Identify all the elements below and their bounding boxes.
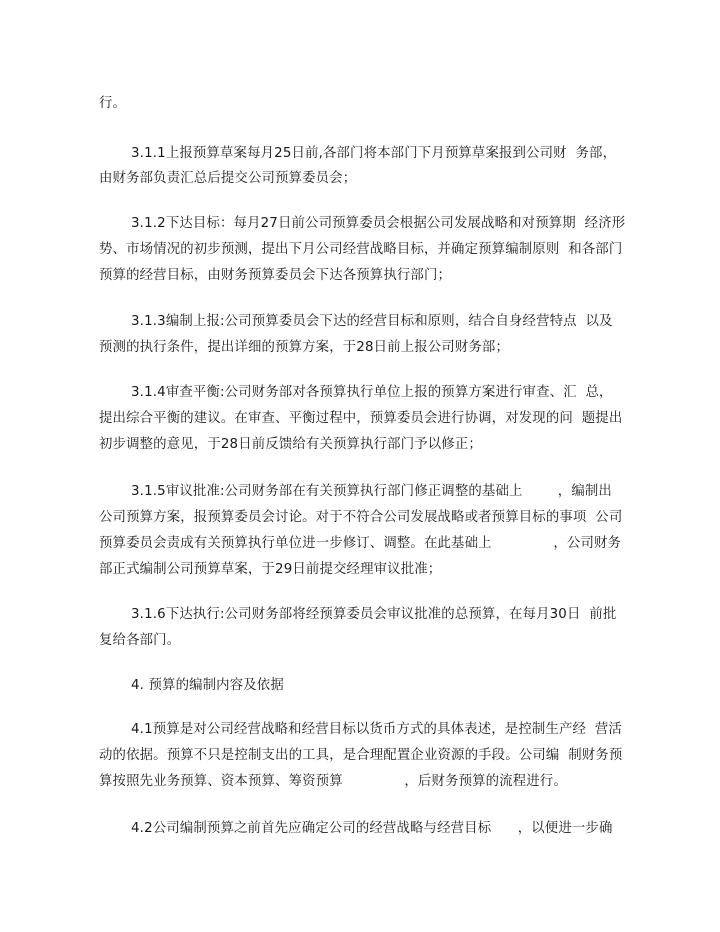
text-line: 初步调整的意见，于28日前反馈给有关预算执行部门予以修正；	[99, 437, 482, 452]
text-line: 行。	[99, 96, 127, 111]
text-line: 3.1.6下达执行:公司财务部将经预算委员会审议批准的总预算，在每月30日 前批	[131, 607, 617, 622]
text-line: 部正式编制公司预算草案，于29日前提交经理审议批准；	[99, 562, 442, 577]
text-line: 预测的执行条件，提出详细的预算方案，于28日前上报公司财务部；	[99, 340, 510, 355]
text-line: 4.1预算是对公司经营战略和经营目标以货币方式的具体表述，是控制生产经 营活	[131, 722, 622, 737]
text-line: 预算委员会责成有关预算执行单位进一步修订、调整。在此基础上 ，公司财务	[99, 536, 622, 551]
text-line: 由财务部负责汇总后提交公司预算委员会；	[99, 171, 357, 186]
text-line: 3.1.2下达目标：每月27日前公司预算委员会根据公司发展战略和对预算期 经济形	[131, 216, 626, 231]
text-line: 3.1.4审查平衡:公司财务部对各预算执行单位上报的预算方案进行审查、汇 总，	[131, 385, 613, 400]
text-line: 公司预算方案，报预算委员会讨论。对于不符合公司发展战略或者预算目标的事项 公司	[99, 510, 623, 525]
text-line: 3.1.5审议批准:公司财务部在有关预算执行部门修正调整的基础上 ，编制出	[131, 484, 612, 499]
text-line: 算按照先业务预算、资本预算、筹资预算 ，后财务预算的流程进行。	[99, 774, 567, 789]
text-line: 动的依据。预算不只是控制支出的工具，是合理配置企业资源的手段。公司编 制财务预	[99, 748, 623, 763]
text-line: 4.2公司编制预算之前首先应确定公司的经营战略与经营目标 ，以便进一步确	[131, 821, 613, 836]
text-line: 预算的经营目标，由财务预算委员会下达各预算执行部门；	[99, 268, 452, 283]
text-line: 3.1.1上报预算草案每月25日前,各部门将本部门下月预算草案报到公司财 务部，	[131, 146, 617, 161]
text-line: 提出综合平衡的建议。在审查、平衡过程中，预算委员会进行协调，对发现的问 题提出	[99, 411, 623, 426]
text-line: 势、市场情况的初步预测，提出下月公司经营战略目标，并确定预算编制原则 和各部门	[99, 242, 623, 257]
section-heading: 4. 预算的编制内容及依据	[131, 678, 284, 693]
text-line: 复给各部门。	[99, 633, 181, 648]
text-line: 3.1.3编制上报:公司预算委员会下达的经营目标和原则，结合自身经营特点 以及	[131, 314, 613, 329]
